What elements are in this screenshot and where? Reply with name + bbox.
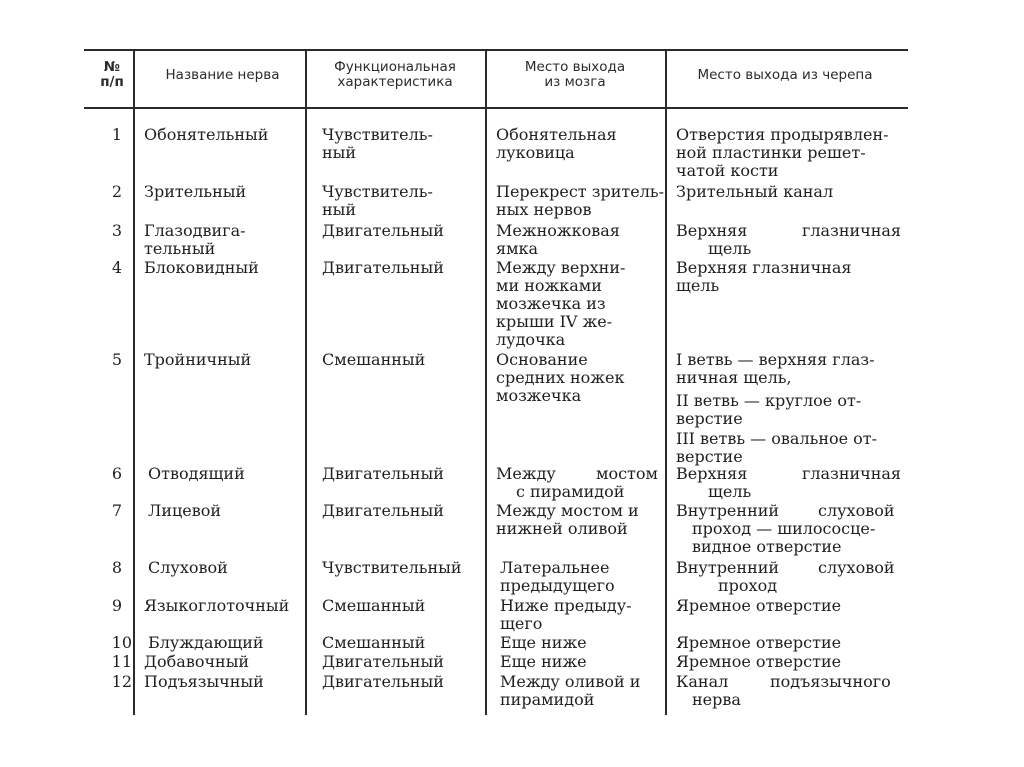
nerve-function: Чувствитель- ный	[322, 125, 433, 162]
skull-exit-part: проход — шилососце- видное отверстие	[692, 519, 876, 556]
row-number: 10	[111, 633, 132, 652]
nerve-function: Смешанный	[322, 596, 426, 615]
row-number: 2	[111, 182, 122, 201]
brain-exit-part: Между	[496, 464, 556, 483]
skull-exit-part: щель	[708, 239, 752, 258]
skull-exit: Яремное отверстие	[676, 652, 842, 671]
skull-exit: Зрительный канал	[676, 182, 834, 201]
brain-exit: Латеральнее предыдущего	[500, 558, 615, 595]
skull-exit-part: слуховой	[818, 558, 895, 577]
brain-exit: Еще ниже	[500, 633, 587, 652]
nerve-function: Двигательный	[322, 672, 444, 691]
nerve-name: Добавочный	[144, 652, 250, 671]
nerve-name: Глазодвига- тельный	[144, 221, 246, 258]
brain-exit-part: мостом	[596, 464, 658, 483]
row-number: 12	[111, 672, 132, 691]
header-function: Функциональная характеристика	[334, 59, 456, 90]
brain-exit: Перекрест зритель- ных нервов	[496, 182, 664, 219]
brain-exit-part: с пирамидой	[516, 482, 625, 501]
brain-exit: Между оливой и пирамидой	[500, 672, 641, 709]
column-divider-2	[305, 50, 307, 715]
brain-exit: Межножковая ямка	[496, 221, 620, 258]
column-divider-4	[665, 50, 667, 715]
skull-exit-part: Верхняя	[676, 464, 748, 483]
nerve-name: Зрительный	[144, 182, 247, 201]
nerve-name: Лицевой	[148, 501, 222, 520]
header-skull-exit: Место выхода из черепа	[697, 67, 873, 83]
nerve-function: Смешанный	[322, 350, 426, 369]
skull-exit-part: проход	[718, 576, 778, 595]
table-top-rule	[84, 49, 908, 51]
header-number: № п/п	[100, 59, 124, 90]
skull-exit-part: Внутренний	[676, 501, 780, 520]
skull-exit-part: щель	[708, 482, 752, 501]
skull-exit-branch: I ветвь — верхняя глаз- ничная щель,	[676, 350, 875, 387]
skull-exit: Яремное отверстие	[676, 596, 842, 615]
row-number: 9	[111, 596, 122, 615]
brain-exit: Обонятельная луковица	[496, 125, 617, 162]
table-header-rule	[84, 107, 908, 109]
skull-exit-part: подъязычного	[770, 672, 891, 691]
row-number: 4	[111, 258, 122, 277]
row-number: 6	[111, 464, 122, 483]
nerve-name: Тройничный	[144, 350, 252, 369]
brain-exit: Ниже предыду- щего	[500, 596, 632, 633]
row-number: 8	[111, 558, 122, 577]
skull-exit-part: нерва	[692, 690, 741, 709]
header-brain-exit: Место выхода из мозга	[524, 59, 626, 90]
skull-exit: Отверстия продырявлен- ной пластинки решет- чатой кости	[676, 125, 889, 180]
skull-exit-part: глазничная	[802, 464, 902, 483]
nerve-name: Языкоглоточный	[144, 596, 290, 615]
nerve-function: Чувствитель- ный	[322, 182, 433, 219]
skull-exit-part: глазничная	[802, 221, 902, 240]
nerve-function: Чувствительный	[322, 558, 462, 577]
nerve-function: Двигательный	[322, 501, 444, 520]
skull-exit-branch: II ветвь — круглое от- верстие	[676, 391, 862, 428]
brain-exit: Основание средних ножек мозжечка	[496, 350, 625, 405]
skull-exit-branch: III ветвь — овальное от- верстие	[676, 429, 878, 466]
row-number: 3	[111, 221, 122, 240]
nerve-name: Отводящий	[148, 464, 245, 483]
skull-exit-part: Верхняя	[676, 221, 748, 240]
nerve-function: Двигательный	[322, 464, 444, 483]
nerve-function: Смешанный	[322, 633, 426, 652]
skull-exit-part: Внутренний	[676, 558, 780, 577]
skull-exit: Верхняя глазничная щель	[676, 258, 852, 295]
row-number: 11	[111, 652, 132, 671]
nerve-function: Двигательный	[322, 652, 444, 671]
nerve-name: Блоковидный	[144, 258, 259, 277]
skull-exit: Яремное отверстие	[676, 633, 842, 652]
column-divider-3	[485, 50, 487, 715]
skull-exit-part: Канал	[676, 672, 729, 691]
row-number: 5	[111, 350, 122, 369]
nerve-function: Двигательный	[322, 221, 444, 240]
nerve-name: Слуховой	[148, 558, 228, 577]
brain-exit: Между верхни- ми ножками мозжечка из крыши IV же- лудочка	[496, 258, 626, 349]
nerve-name: Обонятельный	[144, 125, 269, 144]
row-number: 7	[111, 501, 122, 520]
nerve-name: Подъязычный	[144, 672, 264, 691]
nerve-name: Блуждающий	[148, 633, 264, 652]
header-nerve-name: Название нерва	[165, 67, 280, 83]
nerve-function: Двигательный	[322, 258, 444, 277]
brain-exit: Еще ниже	[500, 652, 587, 671]
row-number: 1	[111, 125, 122, 144]
column-divider-1	[133, 50, 135, 715]
skull-exit-part: слуховой	[818, 501, 895, 520]
brain-exit: Между мостом и нижней оливой	[496, 501, 639, 538]
